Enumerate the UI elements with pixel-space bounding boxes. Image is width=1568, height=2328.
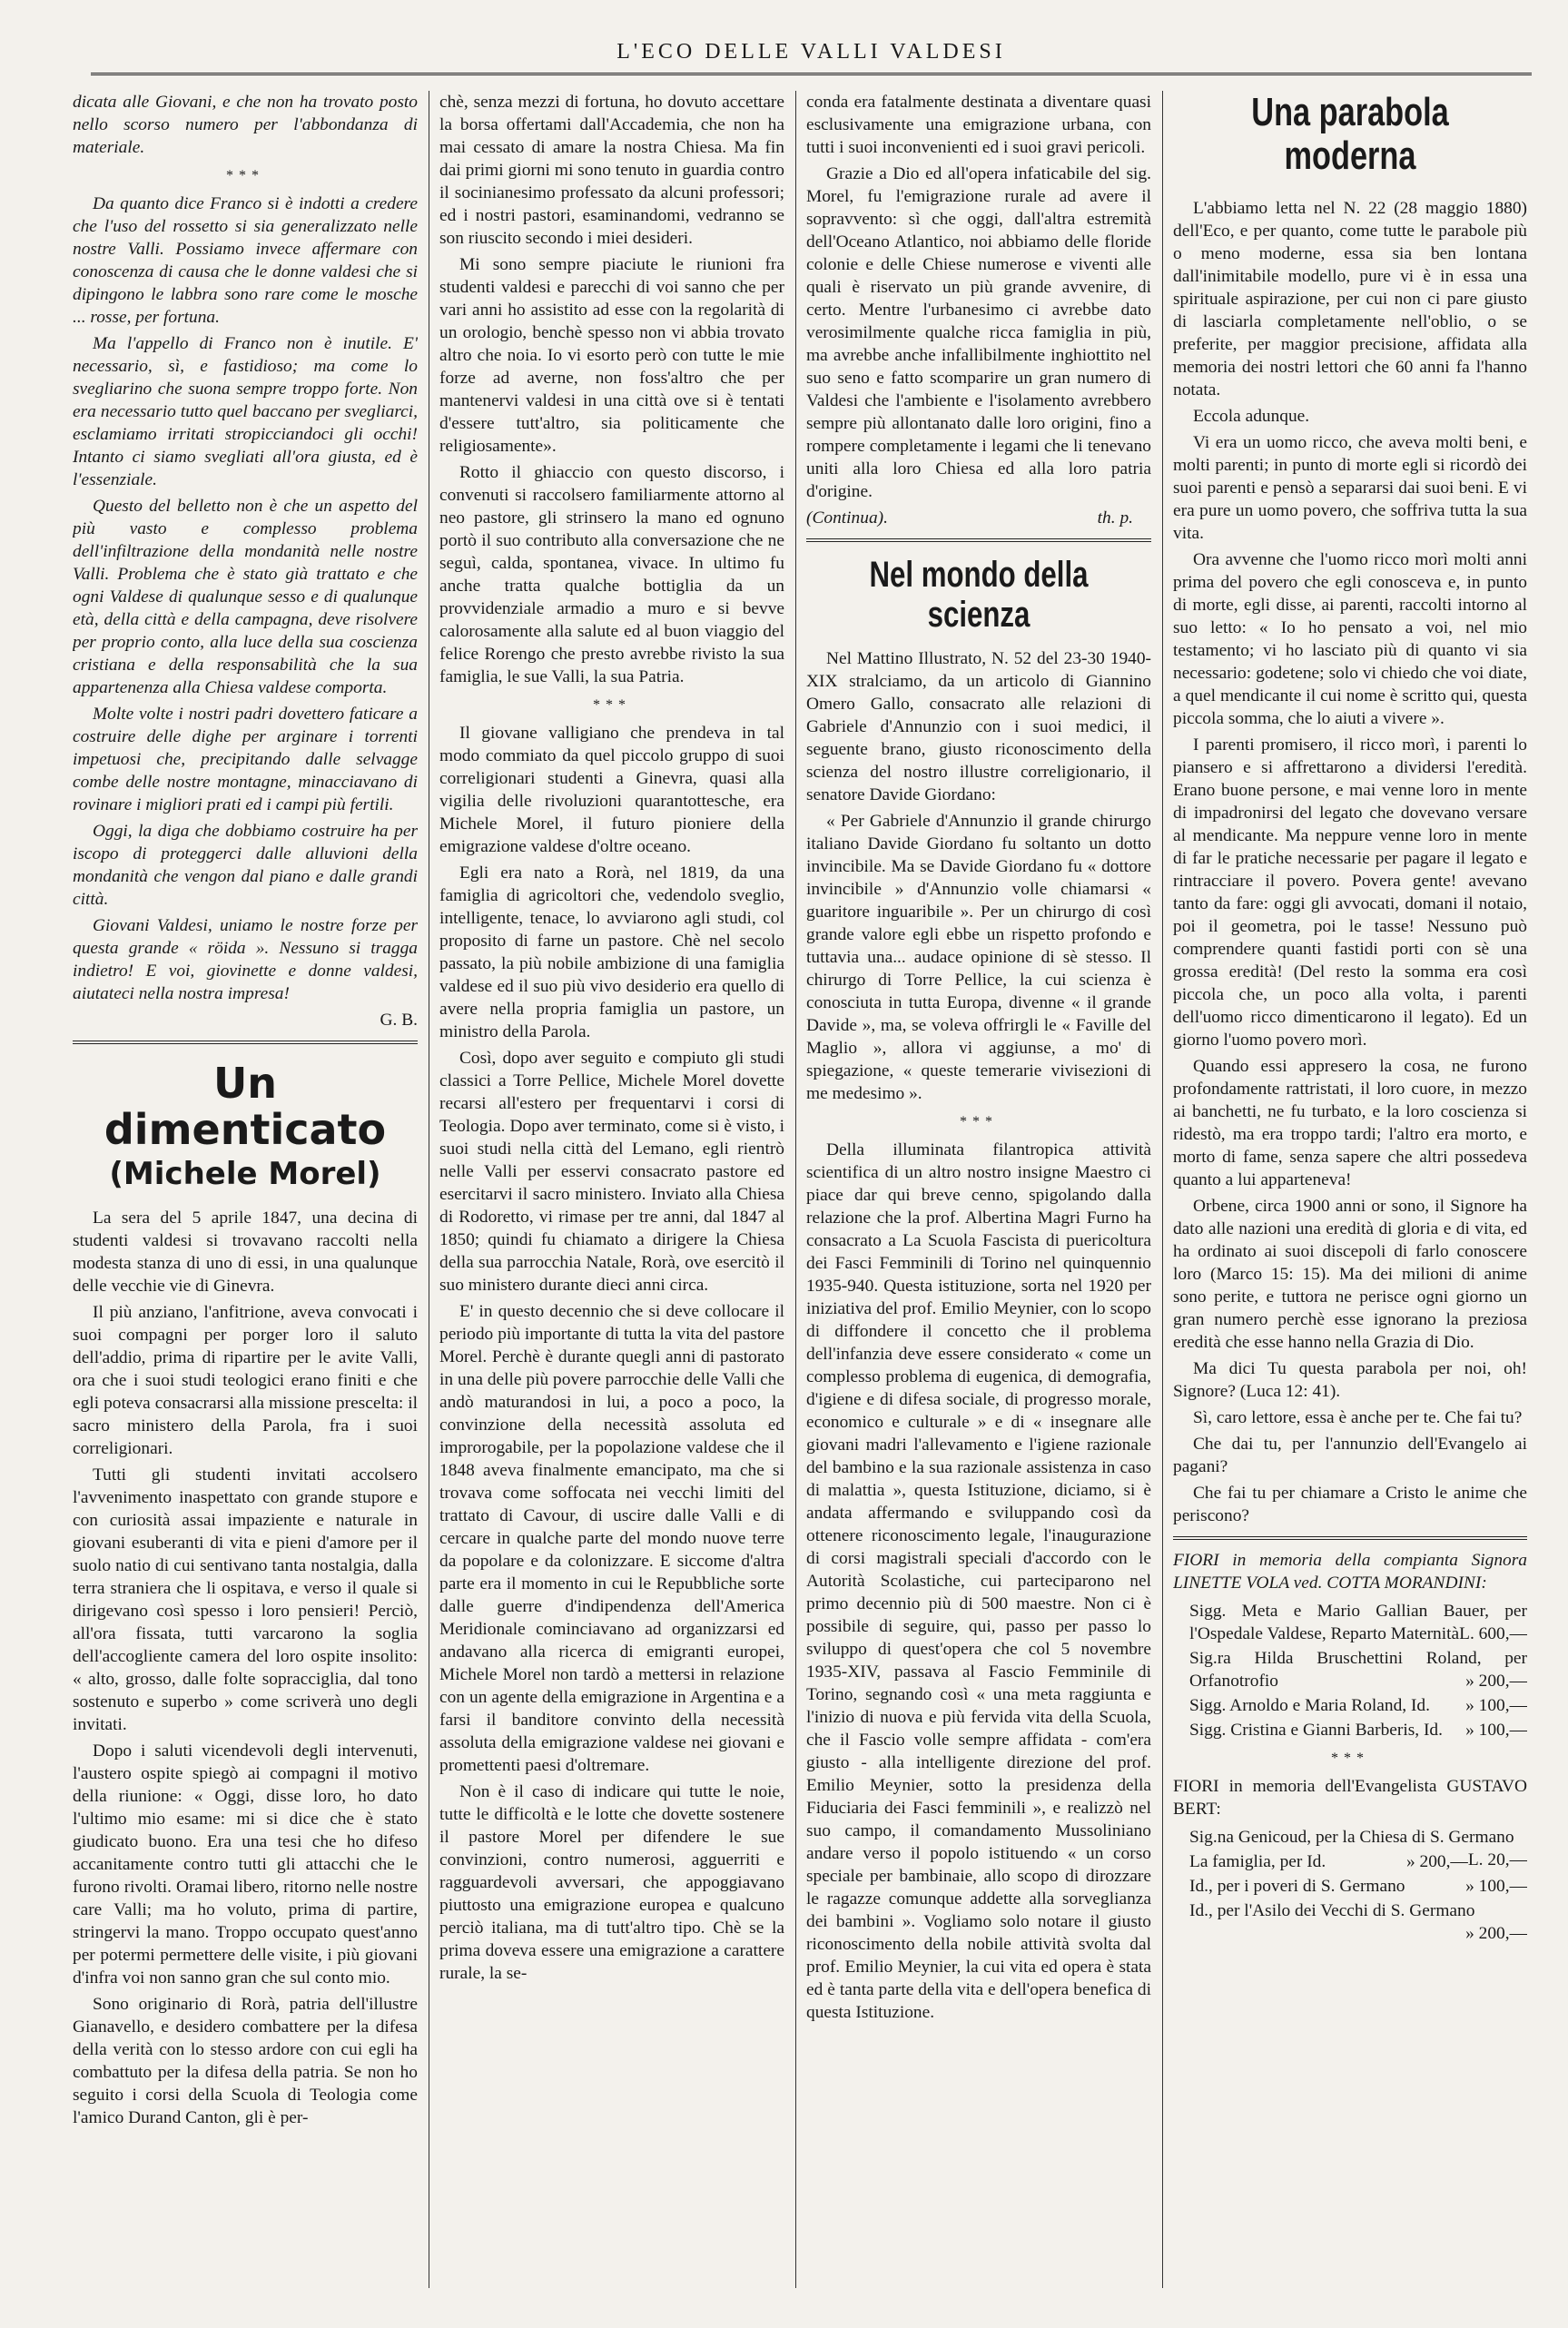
column-4 <box>1173 91 1527 2306</box>
donation-entry <box>1173 1647 1527 1692</box>
donation-entry <box>1173 1600 1527 1645</box>
paragraph: L'abbiamo letta nel N. 22 (28 maggio 1880) dell'Eco, e per quanto, come tutte le parabole più o meno moderne, essa sia ben lontana dall'inimitabile modello, pure vi è in essa una spirituale aspirazione, per cui non ci pare giusto di lasciarla completamente nell'oblio, o se preferite, per maggior precisione, affidata alla memoria dei nostri lettori che 60 anni fa l'hanno notata. <box>1173 198 1527 400</box>
amount: » 100,— <box>1465 1695 1527 1715</box>
paragraph: Ora avvenne che l'uomo ricco morì molti anni prima del povero che egli conosceva e, in punto di morte, egli disse, ai parenti, raccolti intorno al suo letto: « Io ho pensato a voi, nel mio testamento; vi ho lasciato più di quanto vi sia necessario: godetene; solo vi chiedo che voi diate, a quel mendicante il cui nome è scritto qui, questa piccola somma, che lo aiuti a vivere ». <box>1173 549 1527 728</box>
paragraph: Della illuminata filantropica attività scientifica di un altro nostro insigne Maestro ci piace dar qui breve cenno, spigolando dalla relazione che la prof. Albertina Magri Furno ha consacrato a La Scuola Fascista di puericoltura dei Fasci Femminili di Torino nel quinquennio 1935-940. Questa istituzione, sorta nel 1920 per iniziativa del prof. Emilio Meynier, con lo scopo di diffondere il concetto che il problema dell'infanzia deve essere considerato « come un complesso problema di eugenica, di demografia, d'igiene e di difesa sociale, di progresso morale, economico e culturale » e di « insegnare alle giovani madri l'allevamento e l'igiene razionale del bambino e la sua razionale assistenza in caso di malattia », questa Istituzione, diciamo, si è andata affermando e sviluppando così da ottenere riconoscimento legale, l'inaugurazione di corsi magistrali speciali d'accordo con le Autorità Scolastiche, cui parteciparono nel primo decennio più di 500 maestre. Non ci è possibile di seguire, qui, passo per passo lo sviluppo di quest'opera che col 5 novembre 1935-XIV, passava al Fascio Femminile di Torino, segnando così « una meta raggiunta e l'inizio di nuova e più fervida vita della Scuola, che il Fascio volle sempre affidata - com'era giusto - alla intelligente direzione del prof. Emilio Meynier, sotto la presidenza della Fiduciaria dei Fasci femminili », e realizzò nel suo campo, il comandamento Mussoliniano andare verso il popolo istituendo « un corso speciale per bambinaie, allo scopo di dirozzare le ragazze comunque addette alla sorveglianza dei bambini ». Vogliamo solo notare il giusto riconoscimento della nobile attività svolta dal prof. Emilio Meynier, la cui vita ed opera è stata ed è tanta parte della vita e dell'opera benefica di questa Istituzione. <box>806 1140 1151 2022</box>
article-title: Nel mondo della scienza <box>869 555 1089 635</box>
donation-entry <box>1173 1875 1527 1898</box>
column-divider <box>795 91 796 2288</box>
paragraph: « Per Gabriele d'Annunzio il grande chirurgo italiano Davide Giordano fu soltanto un dotto invincibile. Ma se Davide Giordano fu « dottore invincibile » d'Annunzio volle chiamarsi « guaritore inguaribile ». Per un chirurgo di così grande valore egli ebbe un rispetto profondo e tuttavia una... audace opinione di sè stesso. Il chirurgo di Torre Pellice, la cui scienza è conosciuta in tutta Europa, divenne « il grande Davide », ma, se voleva offrirgli le « Faville del Maglio », allora vi aggiunse, a mo' di spiegazione, « queste temerarie vivisezioni di me medesimo ». <box>806 812 1151 1103</box>
paragraph: Questo del belletto non è che un aspetto del più vasto e complesso problema dell'infiltrazione della mondanità nelle nostre Valli. Problema che è stato già trattato e che ogni Valdese di qualunque sesso e di qualunque età, della città e della campagna, deve risolvere per proprio conto, alla luce della sua coscienza cristiana e della responsabilità che la sua appartenenza alla Chiesa valdese comporta. <box>73 497 418 697</box>
paragraph: dicata alle Giovani, e che non ha trovato posto nello scorso numero per l'abbondanza di materiale. <box>73 93 418 157</box>
amount: L. 600,— <box>1459 1623 1527 1643</box>
paragraph: Oggi, la diga che dobbiamo costruire ha per iscopo di proteggerci dalle alluvioni della mondanità che vengon dal piano e dalle grandi città. <box>73 822 418 909</box>
paragraph: E' in questo decennio che si deve collocare il periodo più importante di tutta la vita del pastore Morel. Perchè è durante quegli anni di pastorato in una delle più povere parrocchie delle Valli che andò maturandosi in lui, a poco a poco, la convinzione della necessità assoluta ed improrogabile, per la popolazione valdese che il 1848 aveva finalmente emancipato, ma che si trovava come soffocata nei vecchi limiti del trattato di Cavour, di uscire dalle Valli e di cercare in qualche parte del mondo nuove terre da popolare e da colonizzare. E siccome d'altra parte era il momento in cui le Repubbliche sorte dalle guerre d'indipendenza dell'America Meridionale cominciavano ad organizzarsi ed andavano alla ricerca di emigranti europei, Michele Morel non tardò a mettersi in relazione con un agente della emigrazione in Argentina e a farsi il banditore convinto della necessità assoluta della emigrazione valdese nei giovani e promettenti paesi d'oltremare. <box>439 1302 784 1775</box>
signature: G. B. <box>380 1011 418 1030</box>
paragraph: Sì, caro lettore, essa è anche per te. Che fai tu? <box>1193 1407 1523 1427</box>
paragraph: Ma l'appello di Franco non è inutile. E' necessario, sì, e fastidioso; ma come lo svegliarino che suona sempre troppo forte. Non era necessario tutto quel baccano per svegliarci, esclamiamo irritati stropicciandoci gli occhi! Intanto ci siamo svegliati all'ora giusta, ed è l'essenziale. <box>73 334 418 489</box>
paragraph: Egli era nato a Rorà, nel 1819, da una famiglia di agricoltori che, vedendolo sveglio, intelligente, tenace, lo avviarono agli studi, col proposito di farne un pastore. Chè nel secolo passato, la più nobile ambizione di una famiglia valdese ed il suo più vivo desiderio era quello di avere nella propria famiglia un pastore, un ministro della Parola. <box>439 863 784 1041</box>
donor: Id., per l'Asilo dei Vecchi di S. Germano <box>1189 1900 1475 1920</box>
paragraph: Il giovane valligiano che prendeva in tal modo commiato da quel piccolo gruppo di suoi correligionari studenti a Ginevra, quasi alla vigilia delle rivoluzioni quarantottesche, era Michele Morel, il futuro pioniere della emigrazione valdese d'oltre oceano. <box>439 724 784 856</box>
paragraph: Vi era un uomo ricco, che aveva molti beni, e molti parenti; in punto di morte egli si ricordò dei suoi parenti e pensò a separarsi dai suoi beni. E vi era pure un uomo povero, che soffriva tutta la sua vita. <box>1173 432 1527 543</box>
signature: th. p. <box>1097 508 1133 528</box>
paragraph: Sono originario di Rorà, patria dell'illustre Gianavello, e desidero combattere per la difesa della verità con lo stesso ardore con cui egli ha combattuto per la difesa della patria. Se non ho seguito i corsi della Scuola di Teologia come l'amico Durand Canton, gli è per- <box>73 1994 418 2127</box>
donor: Sig.na Genicoud, per la Chiesa di S. Germano <box>1189 1827 1514 1847</box>
paragraph: I parenti promisero, il ricco morì, i parenti lo piansero e si affrettarono a dividersi l'eredità. Erano buone persone, e mai venne loro in mente di impadronirsi del legato che dovevano versare al mendicante. Ma neppure venne loro in mente di far le pratiche necessarie per pagare il legato e rintracciare il povero. Povera gente! avevano tanto da fare: oggi gli avvocati, domani il notaio, poi il geometra, poi le tasse! Nessuno può comprendere quanti fastidi porti con sè una grossa eredità! (Del resto la somma era così piccola che, un poco alla volta, i parenti dell'uomo ricco dimenticarono il legato). Ed un giorno l'uomo povero morì. <box>1173 735 1527 1050</box>
article-giovani <box>73 91 418 1031</box>
section-separator: *** <box>960 1114 998 1129</box>
paragraph: Che fai tu per chiamare a Cristo le anime che periscono? <box>1173 1483 1527 1525</box>
paragraph: Da quanto dice Franco si è indotti a credere che l'uso del rossetto si sia generalizzato nelle nostre Valli. Possiamo invece affermare con conoscenza di causa che le donne valdesi che si dipingono le labbra sono rare come le mosche ... rosse, per fortuna. <box>73 194 418 327</box>
article-title: Una parabola moderna <box>1251 91 1449 179</box>
article-subtitle: (Michele Morel) <box>109 1156 381 1193</box>
continued-note: (Continua). <box>806 508 888 528</box>
paragraph: Non è il caso di indicare qui tutte le noie, tutte le difficoltà e le lotte che dovette sostenere il pastore Morel per difendere le sue convinzioni, contro numerosi, agguerriti e ragguardevoli avversari, che appoggiavano piuttosto una emigrazione europea e qualcuno perciò italiana, ma di tutt'altro tipo. Chè se la prima doveva essere una emigrazione a carattere rurale, la se- <box>439 1782 784 1983</box>
article-title: Un dimenticato <box>104 1059 387 1154</box>
donor: Sigg. Meta e Mario Gallian Bauer, per l'Ospedale Valdese, Reparto Maternità <box>1189 1601 1527 1643</box>
page-columns <box>73 91 1562 2306</box>
amount: » 200,— <box>1465 1671 1527 1691</box>
paragraph: Ma dici Tu questa parabola per noi, oh! Signore? (Luca 12: 41). <box>1173 1358 1527 1401</box>
paragraph: conda era fatalmente destinata a diventare quasi esclusivamente una emigrazione urbana, con tutti i suoi inconvenienti ed i suoi gravi pericoli. <box>806 93 1151 157</box>
paragraph: Eccola adunque. <box>1193 406 1310 426</box>
paragraph: Quando essi appresero la cosa, ne furono profondamente rattristati, il loro cuore, in mezzo ai banchetti, ne fu turbato, e la loro coscienza si ridestò, ma era troppo tardi; l'altro era morto, e morto di fame, senza sapere che altri possedeva quanto a lui apparteneva! <box>1173 1056 1527 1189</box>
section-separator: *** <box>593 697 631 713</box>
amount: » 100,— <box>1465 1720 1527 1740</box>
newspaper-title: L'ECO DELLE VALLI VALDESI <box>616 40 1006 64</box>
donation-entry <box>1173 1899 1527 1943</box>
paragraph: Che dai tu, per l'annunzio dell'Evangelo ai pagani? <box>1173 1434 1527 1476</box>
paragraph: Dopo i saluti vicendevoli degli intervenuti, l'austero ospite spiegò ai compagni il motivo della riunione: « Oggi, disse loro, ho dato l'ultimo mio esame: mi si dice che è stato giudicato buono. Era una tesi che ho difeso accanitamente contro tutti gli attacchi che le furono rivolti. Oramai libero, ritorno nelle nostre care Valli; ma ho voluto, prima di partire, stringervi la mano. Troppo occupato quest'anno per potermi permettere delle visite, i più giovani d'infra voi non sanno gran che sul conto mio. <box>73 1741 418 1988</box>
donor: Sigg. Arnoldo e Maria Roland, Id. <box>1189 1695 1430 1715</box>
paragraph: Nel Mattino Illustrato, N. 52 del 23-30 1940-XIX stralciamo, da un articolo di Giannino Omero Gallo, consacrato alle relazioni di Gabriele d'Annunzio con i suoi medici, il seguente brano, giusto riconoscimento della scienza del nostro illustre correligionario, il senatore Davide Giordano: <box>806 649 1151 804</box>
paragraph: Il più anziano, l'anfitrione, aveva convocati i suoi compagni per porger loro il saluto dell'addio, prima di ripartire per le avite Valli, ora che i suoi studi teologici erano finiti e che egli poteva consacrarsi alla missione prescelta: il sacro ministero della Parola, fra i suoi correligionari. <box>73 1302 418 1458</box>
amount: » 200,— <box>1405 1851 1468 1871</box>
column-3 <box>806 91 1151 2306</box>
donor: Sig.ra Hilda Bruschettini Roland, per Orfanotrofio <box>1189 1648 1527 1691</box>
donation-entry <box>1173 1694 1527 1717</box>
donation-entry <box>1173 1850 1527 1873</box>
amount: » 200,— <box>1465 1923 1527 1943</box>
donation-entry <box>1173 1719 1527 1741</box>
masthead <box>91 27 1532 75</box>
column-divider <box>1162 91 1163 2288</box>
horizontal-rule <box>73 1041 418 1044</box>
paragraph: Così, dopo aver seguito e compiuto gli studi classici a Torre Pellice, Michele Morel dovette recarsi all'estero per frequentarvi i corsi di Teologia. Dopo aver terminato, come si è visto, i suoi studi nella città del Lemano, egli rientrò nelle Valli per esservi consacrato pastore ed esercitarvi il sacro ministero. Inviato alla Chiesa di Rodoretto, vi rimase per tre anni, dal 1847 al 1850; quindi fu chiamato a dirigere la Chiesa della sua parrocchia Natale, Rorà, ove esercitò il suo ministero durante dieci anni circa. <box>439 1049 784 1295</box>
column-1 <box>73 91 418 2306</box>
paragraph: Mi sono sempre piaciute le riunioni fra studenti valdesi e parecchi di voi sanno che per vari anni ho assistito ad esse con la regolarità di un orologio, benchè spesso non vi abbia trovato altro che noia. Io vi esorto però con tutte le mie forze ad averne, non foss'altro che per mantenervi valdesi in una città ove si è tentati d'essere tutt'altro, sia politicamente che religiosamente». <box>439 255 784 456</box>
donations-list <box>1173 1549 1527 1943</box>
column-2 <box>439 91 784 2306</box>
paragraph: Molte volte i nostri padri dovettero faticare a costruire delle dighe per arginare i torrenti impetuosi che, precipitando dalle selvagge combe delle nostre montagne, minacciavano di rovinare i migliori prati ed i campi più fertili. <box>73 705 418 814</box>
section-separator: *** <box>226 168 264 183</box>
donor: La famiglia, per Id. <box>1189 1851 1326 1871</box>
section-separator: *** <box>1331 1750 1369 1766</box>
continuation-line <box>806 507 1151 529</box>
paragraph: Rotto il ghiaccio con questo discorso, i convenuti si raccolsero familiarmente attorno al neo pastore, gli strinsero la mano ed ognuno portò il suo contributo alla conversazione che ne seguì, calda, spontanea, vivace. In ultimo fu anche tratta qualche bottiglia da un provvidenziale armadio a muro e si bevve calorosamente alla salute ed al buon viaggio del felice Rorengo che presto avrebbe rivisto la sua famiglia, le sue Valli, la sua Patria. <box>439 463 784 686</box>
donations-heading: FIORI in memoria della compianta Signora LINETTE VOLA ved. COTTA MORANDINI: <box>1173 1550 1527 1593</box>
amount: L. 20,— <box>1467 1850 1527 1869</box>
paragraph: Orbene, circa 1900 anni or sono, il Signore ha dato alle nazioni una eredità di gloria e di vita, ed ha ordinato ai suoi discepoli di farlo conoscere loro (Marco 15: 15). Ma dei milioni di anime sono perite, e tuttora ne perisce ogni giorno un gran numero perchè esse ignorano la preziosa eredità che esse hanno nella Grazia di Dio. <box>1173 1196 1527 1352</box>
paragraph: Grazie a Dio ed all'opera infaticabile del sig. Morel, fu l'emigrazione rurale ad avere il sopravvento: sì che oggi, dall'altra estremità dell'Oceano Atlantico, noi abbiamo delle floride colonie e delle Chiese numerose e viventi alle quali è riservato un più grande avvenire, di certo. Mentre l'urbanesimo ci avrebbe dato verosimilmente qualche ricca famiglia in più, ma avrebbe anche infallibilmente inghiottito nel suo seno e fatto scomparire un gran numero di Valdesi che l'ambiente e l'isolamento avrebbero sempre più allontanato dalle loro origini, fino a rompere completamente i legami che li tenevano uniti alla loro Chiesa ed alla loro patria d'origine. <box>806 164 1151 501</box>
paragraph: chè, senza mezzi di fortuna, ho dovuto accettare la borsa offertami dall'Accademia, che non ha mai cessato di amare la nostra Chiesa. Ma fin dai primi giorni mi sono tenuto in guardia contro il socinianesimo professato da alcuni professori; ed i nostri pastori, esaminandomi, vedranno se son riuscito secondo i miei desideri. <box>439 93 784 248</box>
amount: » 100,— <box>1465 1876 1527 1896</box>
horizontal-rule <box>1173 1536 1527 1540</box>
paragraph: La sera del 5 aprile 1847, una decina di studenti valdesi si trovavano raccolti nella modesta stanza di uno di essi, in una qualunque delle vecchie vie di Ginevra. <box>73 1208 418 1296</box>
donations-heading: FIORI in memoria dell'Evangelista GUSTAVO BERT: <box>1173 1776 1527 1819</box>
donor: Id., per i poveri di S. Germano <box>1189 1876 1405 1896</box>
paragraph: Giovani Valdesi, uniamo le nostre forze per questa grande « röida ». Nessuno si tragga indietro! E voi, giovinette e donne valdesi, aiutateci nella nostra impresa! <box>73 916 418 1003</box>
donor: Sigg. Cristina e Gianni Barberis, Id. <box>1189 1720 1443 1740</box>
horizontal-rule <box>806 538 1151 542</box>
paragraph: Tutti gli studenti invitati accolsero l'avvenimento inaspettato con grande stupore e con curiosità assai impaziente e naturale in giovani esuberanti di vita e pieni d'amore per il suolo natio di cui sentivano tanta nostalgia, dalla terra straniera che li ospitava, e verso il quale si dirigevano così spesso i loro pensieri! Perciò, all'ora fissata, tutti varcarono la soglia dell'accogliente camera del loro ospite insolito: « alto, grosso, dalle folte sopracciglia, dal tono sostenuto e superbo » come scriverà uno degli invitati. <box>73 1465 418 1734</box>
